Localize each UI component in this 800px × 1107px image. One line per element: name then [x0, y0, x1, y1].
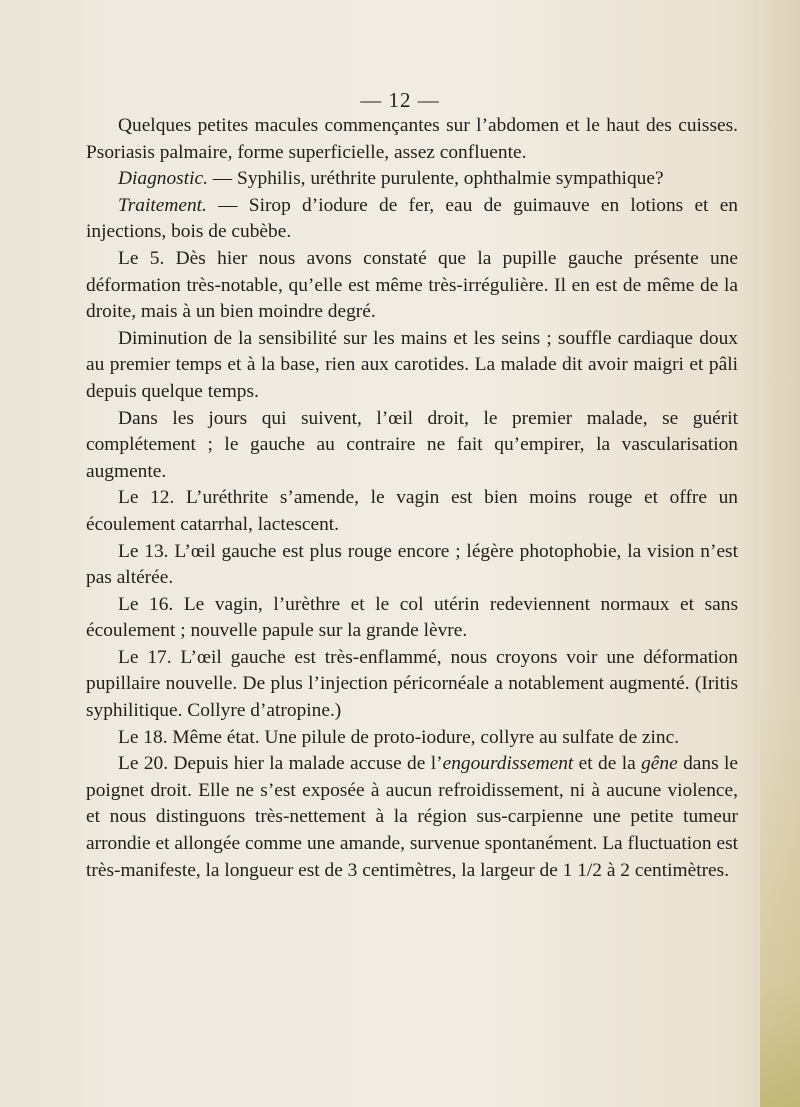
day-20-text-a: Le 20. Depuis hier la malade accuse de l’: [118, 753, 443, 775]
paragraph-diagnostic: [86, 166, 738, 193]
day-20-text-c: dans le poignet droit. Elle ne s’est exposée à aucun refroidissement, ni à aucune violence, et nous distinguons très-nettement à la région sus-carpienne une petite tumeur arrondie et allongée comme une amande, survenue spontanément. La fluctuation est très-manifeste, la longueur est de 3 centimètres, la largeur de 1 1/2 à 2 centimètres.: [86, 753, 739, 881]
paragraph-day-18: Le 18. Même état. Une pilule de proto-iodure, collyre au sulfate de zinc.: [118, 726, 680, 748]
paragraph-traitement: [86, 193, 738, 246]
page-number: — 12 —: [360, 88, 440, 112]
paragraph-day-5: Le 5. Dès hier nous avons constaté que la pupille gauche présente une déformation très-notable, qu’elle est même très-irrégulière. Il en est de même de la droite, mais à un bien moindre degré.: [86, 247, 738, 323]
paragraph-jours-suivants: Dans les jours qui suivent, l’œil droit, le premier malade, se guérit complétement ; le gauche au contraire ne fait qu’empirer, la vascularisation augmente.: [86, 407, 738, 482]
day-20-emphasis-engourdissement: engourdissement: [442, 753, 574, 775]
page-edge-stain: [760, 687, 800, 1107]
body-text: [86, 113, 738, 884]
diagnostic-text: — Syphilis, uréthrite purulente, ophthalmie sympathique?: [207, 168, 664, 190]
paragraph-day-12: Le 12. L’uréthrite s’amende, le vagin est bien moins rouge et offre un écoulement catarrhal, lactescent.: [86, 487, 738, 535]
paragraph-day-20: [86, 751, 738, 884]
paragraph-eruption: Quelques petites macules commençantes sur l’abdomen et le haut des cuisses. Psoriasis palmaire, forme superficielle, assez confluente.: [86, 115, 738, 163]
traitement-text: — Sirop d’iodure de fer, eau de guimauve en lotions et en injections, bois de cubèbe.: [86, 194, 738, 243]
paragraph-sensibilite: Diminution de la sensibilité sur les mains et les seins ; souffle cardiaque doux au premier temps et à la base, rien aux carotides. La malade dit avoir maigri et pâli depuis quelque temps.: [86, 327, 738, 402]
paragraph-day-16: Le 16. Le vagin, l’urèthre et le col utérin redeviennent normaux et sans écoulement ; nouvelle papule sur la grande lèvre.: [86, 593, 738, 642]
day-20-text-b: et de la: [573, 753, 642, 775]
diagnostic-label: Diagnostic.: [118, 168, 208, 190]
day-20-emphasis-gene: gêne: [641, 753, 678, 775]
traitement-label: Traitement.: [118, 194, 207, 216]
paragraph-day-17: Le 17. L’œil gauche est très-enflammé, nous croyons voir une déformation pupillaire nouvelle. De plus l’injection péricornéale a notablement augmenté. (Iritis syphilitique. Collyre d’atropine.): [86, 646, 738, 722]
paragraph-day-13: Le 13. L’œil gauche est plus rouge encore ; légère photophobie, la vision n’est pas altérée.: [86, 540, 738, 589]
